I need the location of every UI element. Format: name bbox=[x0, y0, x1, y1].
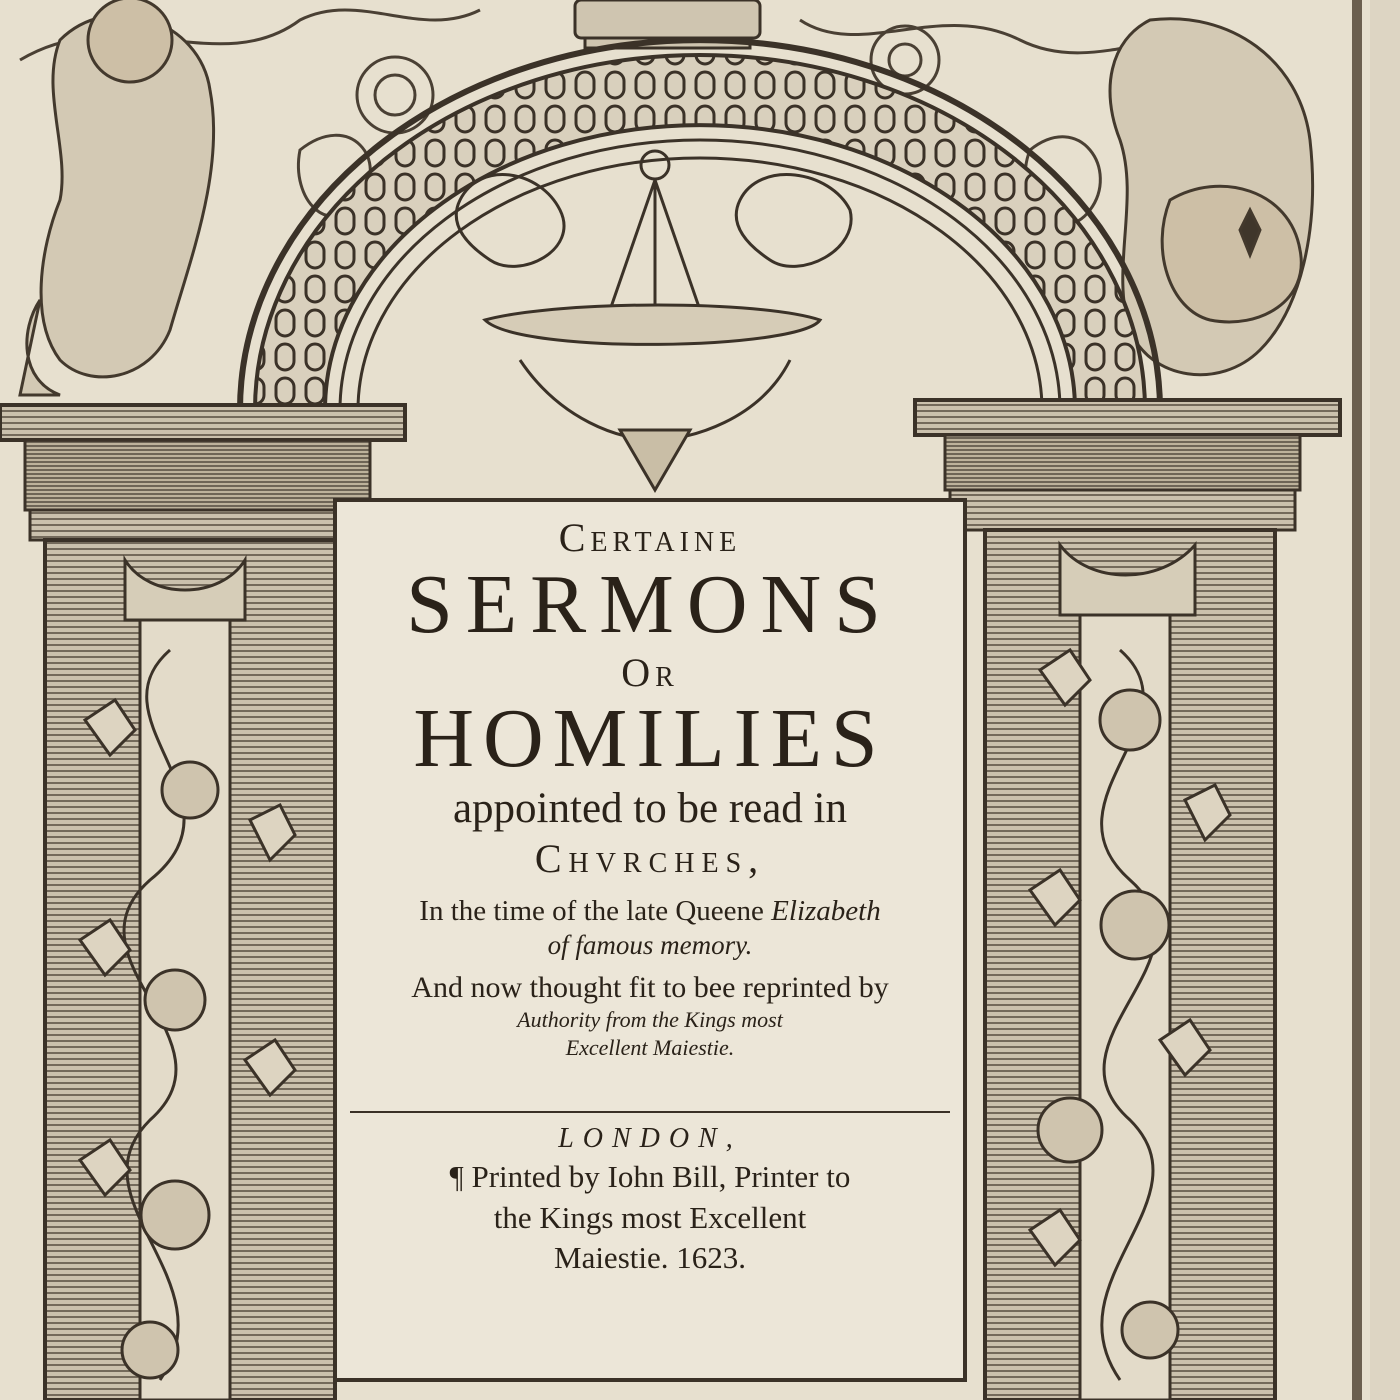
subtitle-reprint: And now thought fit to bee reprinted by bbox=[411, 970, 889, 1004]
subtitle-appointed: appointed to be read in bbox=[452, 785, 848, 833]
subtitle-majesty: Excellent Maiestie. bbox=[565, 1035, 735, 1061]
subtitle-queen-roman: In the time of the late Queene bbox=[419, 895, 764, 928]
imprint-printer: ¶ Printed by Iohn Bill, Printer to bbox=[449, 1159, 851, 1195]
unicorn-supporter bbox=[1110, 19, 1313, 375]
title-panel bbox=[330, 500, 970, 1380]
subtitle-churches: Chvrches, bbox=[534, 836, 766, 882]
imprint-place: LONDON, bbox=[558, 1122, 742, 1154]
subtitle-queen-name: Elizabeth bbox=[771, 895, 881, 928]
imprint-printer-title: the Kings most Excellent bbox=[493, 1199, 807, 1235]
imprint-date: Maiestie. 1623. bbox=[554, 1239, 746, 1275]
title-word-certaine: Certaine bbox=[558, 515, 742, 560]
title-word-sermons: SERMONS bbox=[406, 558, 894, 651]
subtitle-queen-line bbox=[330, 894, 970, 929]
subtitle-memory: of famous memory. bbox=[547, 930, 753, 961]
subtitle-authority: Authority from the Kings most bbox=[517, 1006, 783, 1032]
title-word-or: Or bbox=[621, 650, 679, 695]
imprint-rule bbox=[350, 1111, 950, 1113]
title-word-homilies: HOMILIES bbox=[413, 692, 887, 785]
